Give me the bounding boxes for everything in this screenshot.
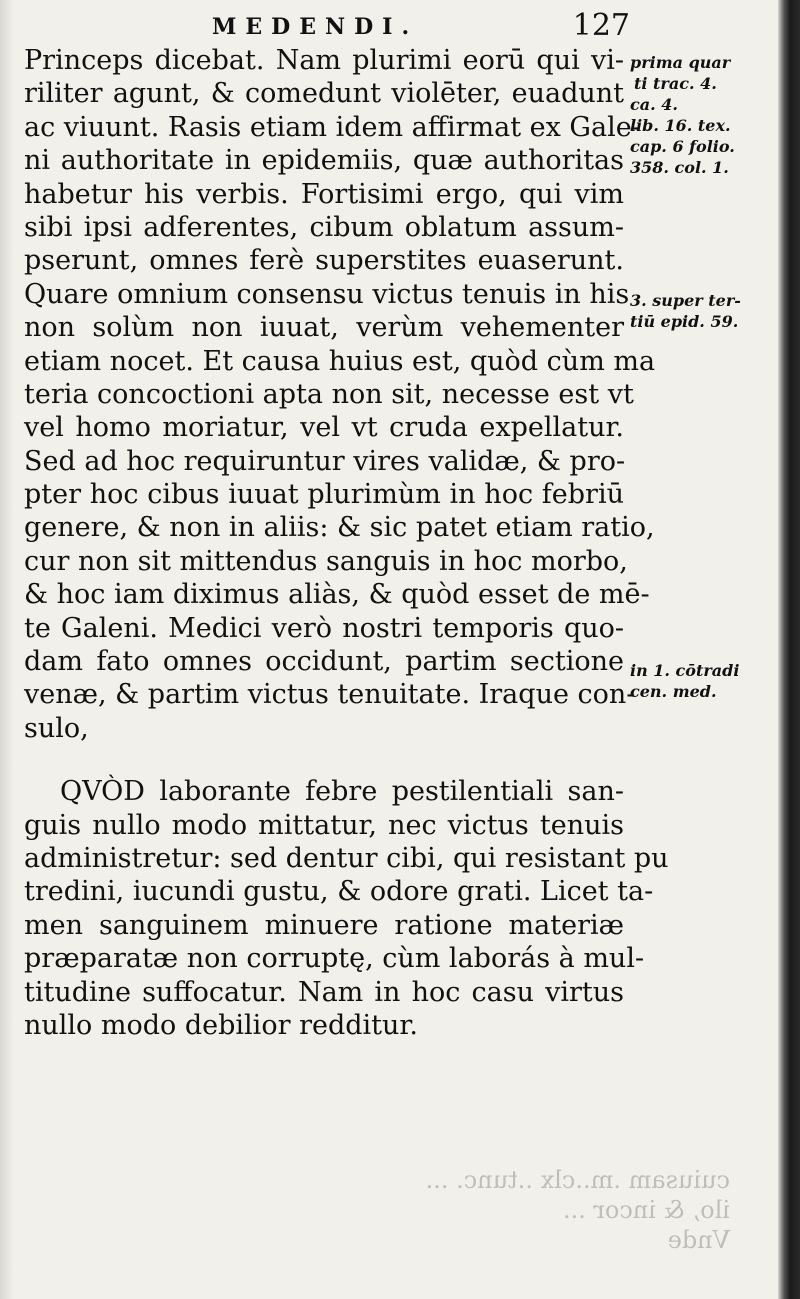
text-line: Sed ad hoc requiruntur vires validæ, & pro- [24,445,626,477]
margin-note-line: cap. 6 folio. [630,137,735,156]
text-line: titudine suffocatur. Nam in hoc casu virtus [24,976,624,1008]
text-line: habetur his verbis. Fortisimi ergo, qui vim [24,178,624,210]
page-gutter-shadow [0,0,14,1299]
text-line: teria concoctioni apta non sit, necesse est vt [24,378,634,410]
text-line: administretur: sed dentur cibi, qui resistant pu [24,842,669,874]
margin-note-line: prima quar [630,53,731,72]
margin-note-line: ti trac. 4. [634,74,717,93]
text-line: venæ, & partim victus tenuitate. Iraque con- [24,679,636,711]
text-line: te Galeni. Medici verò nostri temporis quo- [24,612,624,644]
text-line: etiam nocet. Et causa huius est, quòd cùm ma [24,345,656,377]
text-line: ac viuunt. Rasis etiam idem affirmat ex Gale- [24,111,641,143]
margin-note-line: in 1. cōtradi [630,661,740,680]
margin-note-line: lib. 16. tex. [630,116,731,135]
margin-note-line: 3. super ter- [630,291,741,310]
marginal-note-1 [630,52,770,178]
text-line: genere, & non in aliis: & sic patet etiam ratio, [24,512,655,544]
margin-note-line: ca. 4. [630,95,678,114]
text-line: & hoc iam diximus aliàs, & quòd esset de mē- [24,579,650,611]
text-line: tredini, iucundi gustu, & odore grati. Licet ta- [24,876,654,908]
text-line: Quare omnium consensu victus tenuis in his [24,278,630,310]
text-line: præparatæ non corruptę, cùm laborás à mul- [24,943,645,975]
marginal-note-3 [630,660,770,702]
margin-note-line: cen. med. [630,682,717,701]
text-line: guis nullo modo mittatur, nec victus tenuis [24,809,624,841]
margin-note-line: tiū epid. 59. [630,312,739,331]
page-edge-binding [778,0,800,1299]
text-line: pter hoc cibus iuuat plurimùm in hoc febriū [24,479,624,511]
text-line: men sanguinem minuere ratione materiæ [24,909,624,941]
marginal-note-2 [630,290,770,332]
text-line: dam fato omnes occidunt, partim sectione [24,646,624,678]
page-number: 127 [572,8,630,43]
page-header [150,6,630,46]
text-line: non solùm non iuuat, verùm vehementer [24,312,624,344]
text-line: sulo, [24,712,89,744]
text-line: sibi ipsi adferentes, cibum oblatum assum- [24,211,624,243]
text-line: cur non sit mittendus sanguis in hoc morbo, [24,545,628,577]
text-line: nullo modo debilior redditur. [24,1009,418,1041]
running-head: MEDENDI. [212,14,419,40]
text-line: Princeps dicebat. Nam plurimi eorū qui vi- [24,45,624,76]
text-line: pserunt, omnes ferè superstites euaserunt. [24,245,624,277]
margin-note-line: 358. col. 1. [630,158,729,177]
bleed-through-text: cuiusam .m..clx ..tunc. ... ilo, & incor ... Vnde [425,1166,730,1254]
text-line: vel homo moriatur, vel vt cruda expellatur. [24,412,624,444]
text-line: ni authoritate in epidemiis, quæ authoritas [24,145,624,177]
text-line: riliter agunt, & comedunt violēter, euadunt [24,78,624,110]
paragraph-opening-line: QVÒD laborante febre pestilentiali san- [60,776,624,808]
